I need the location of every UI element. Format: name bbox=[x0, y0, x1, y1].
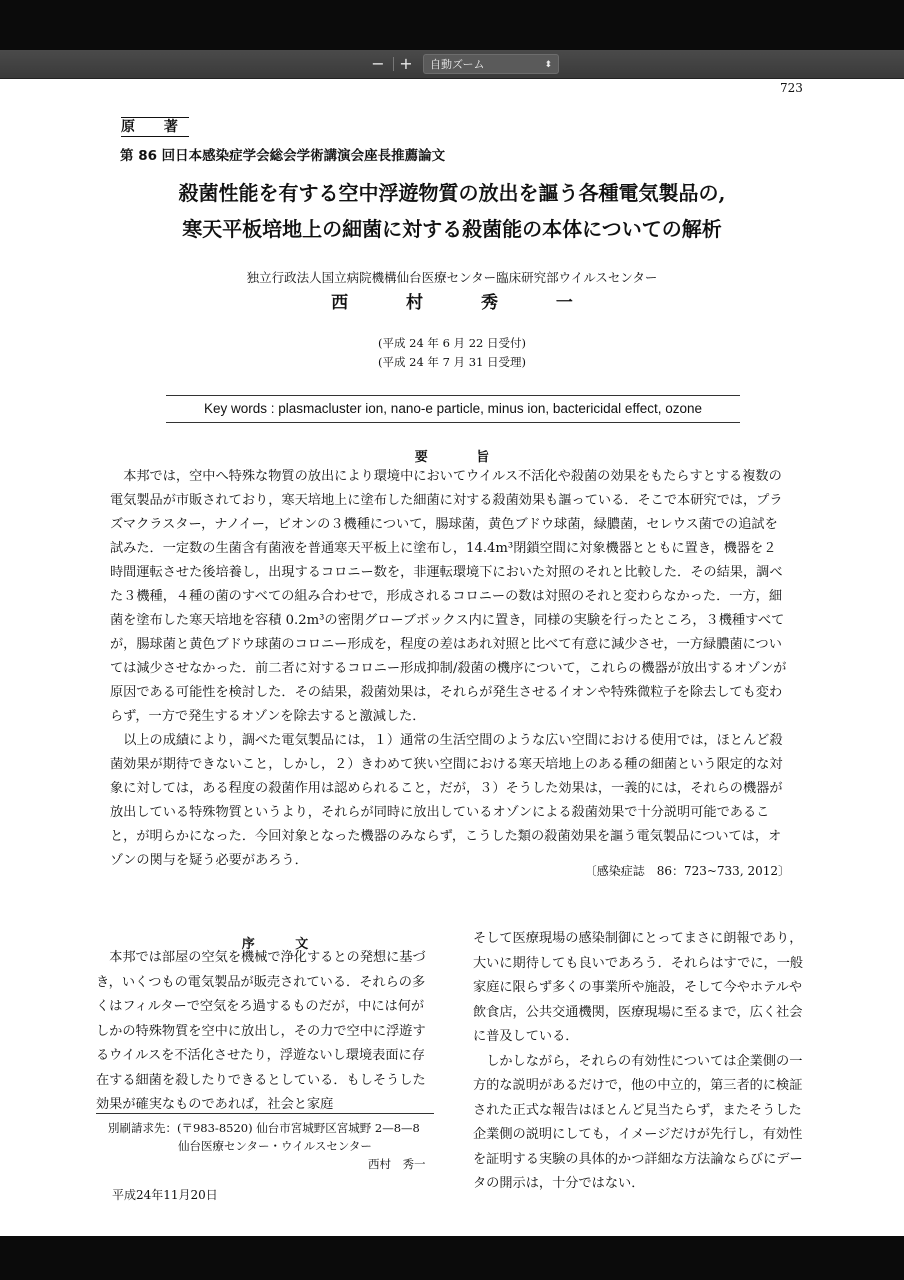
keywords-bottom-rule bbox=[166, 422, 740, 423]
intro-paragraph-1-cont: そして医療現場の感染制御にとってまさに朗報であり，大いに期待しても良いであろう．それらはすでに，一般家庭に限らず多くの事業所や施設，そして今やホテルや飲食店，公共交通機関，医療現場に至るまで，広く社会に普及している． bbox=[473, 931, 804, 1044]
author-name: 西 村 秀 一 bbox=[331, 293, 599, 313]
keywords-top-rule bbox=[166, 395, 740, 396]
footer-date: 平成24年11月20日 bbox=[112, 1188, 218, 1202]
abstract-paragraph-1: 本邦では，空中へ特殊な物質の放出により環境中においてウイルス不活化や殺菌の効果をもたらすとする複数の電気製品が市販されており，寒天培地上に塗布した細菌に対する殺菌効果も謳っている．そこで本研究では，プラズマクラスター，ナノイー，ビオンの３機種について，腸球菌，黄色ブドウ球菌，緑膿菌，セレウス菌での追試を試みた．一定数の生菌含有菌液を普通寒天平板上に塗布し，14.4m³閉鎖空間に対象機器とともに置き，機器を２時間運転させた後培養し，出現するコロニー数を，非運転環境下においた対照のそれと比較した．その結果，調べた３機種，４種の菌のすべての組み合わせで，形成されるコロニーの数は対照のそれと変わらなかった．一方，細菌を塗布した寒天培地を容積 0.2m³の密閉グローブボックス内に置き，同様の実験を行ったところ，３機種すべてが，腸球菌と黄色ブドウ球菌のコロニー形成を，程度の差はあれ対照と比べて有意に減少させ，一方緑膿菌については減少させなかった．前二者に対するコロニー形成抑制/殺菌の機序について，これらの機器が放出するオゾンが原因である可能性を検討した．その結果，殺菌効果は，それらが発生させるイオンや特殊微粒子を除去しても変わらず，一方で発生するオゾンを除去すると激減した． bbox=[110, 469, 787, 724]
award-note: 第 86 回日本感染症学会総会学術講演会座長推薦論文 bbox=[120, 148, 446, 164]
zoom-out-button[interactable]: − bbox=[371, 54, 385, 73]
abstract-paragraph-2: 以上の成績により，調べた電気製品には，１）通常の生活空間のような広い空間における使用では，ほとんど殺菌効果が期待できないこと，しかし，２）きわめて狭い空間における寒天培地上のある種の細菌という限定的な対象に対しては，ある程度の殺菌作用は認められること，だが，３）そうした効果は，一義的には，それらの機器が放出している特殊物質というより，それらが同時に放出しているオゾンによる殺菌効果で十分説明可能であること，が明らかになった．今回対象となった機器のみならず，こうした類の殺菌効果を謳う電気製品については，オゾンの関与を疑う必要があろう． bbox=[110, 733, 783, 868]
zoom-in-button[interactable]: + bbox=[399, 54, 413, 73]
abstract-body bbox=[110, 465, 788, 873]
intro-paragraph-1: 本邦では部屋の空気を機械で浄化するとの発想に基づき，いくつもの電気製品が販売されている．それらの多くはフィルターで空気をろ過するものだが，中には何がしかの特殊物質を空中に放出し，その力で空中に浮遊するウイルスを不活化させたり，浮遊ないし環境表面に存在する細菌を殺したりできるとしている．もしそうした効果が確実なものであれば，社会と家庭 bbox=[96, 950, 426, 1112]
viewer-top-frame bbox=[0, 0, 904, 50]
toolbar-divider bbox=[393, 57, 394, 71]
citation: 〔感染症誌 86：723~733, 2012〕 bbox=[584, 864, 790, 878]
article-genre: 原 著 bbox=[121, 119, 190, 135]
intro-left-column bbox=[96, 946, 434, 1118]
page-number: 723 bbox=[780, 81, 803, 95]
reprint-institution: 仙台医療センター・ウイルスセンター bbox=[178, 1139, 372, 1153]
intro-paragraph-2: しかしながら，それらの有効性については企業側の一方的な説明があるだけで，他の中立的，第三者的に検証された正式な報告はほとんど見当たらず，またそうした企業側の説明にしても，イメージだけが先行し，有効性を証明する実験の具体的かつ詳細な方法論ならびにデータの開示は，十分ではない． bbox=[473, 1053, 803, 1191]
zoom-select-label: 自動ズーム bbox=[430, 58, 485, 71]
reprint-name: 西村 秀一 bbox=[368, 1157, 426, 1171]
intro-heading: 序 文 bbox=[241, 937, 327, 952]
chevron-updown-icon: ⬍ bbox=[544, 60, 552, 70]
intro-right-column bbox=[473, 927, 814, 1197]
title-line-1: 殺菌性能を有する空中浮遊物質の放出を謳う各種電気製品の, bbox=[178, 181, 726, 205]
viewer-bottom-frame bbox=[0, 1236, 904, 1280]
viewer-toolbar bbox=[0, 50, 904, 79]
reprint-address: 別刷請求先：(〒983-8520) 仙台市宮城野区宮城野 2—8—8 bbox=[108, 1121, 420, 1135]
keywords: Key words : plasmacluster ion, nano-e particle, minus ion, bactericidal effect, ozone bbox=[203, 401, 702, 416]
abstract-heading: 要 旨 bbox=[414, 450, 512, 465]
pdf-page bbox=[0, 79, 904, 1236]
affiliation: 独立行政法人国立病院機構仙台医療センター臨床研究部ウイルスセンター bbox=[246, 270, 658, 285]
footnote-rule bbox=[96, 1113, 434, 1114]
zoom-select[interactable] bbox=[423, 54, 559, 74]
title-line-2: 寒天平板培地上の細菌に対する殺菌能の本体についての解析 bbox=[182, 217, 722, 241]
accepted-date: (平成 24 年 7 月 31 日受理) bbox=[378, 355, 526, 369]
received-date: (平成 24 年 6 月 22 日受付) bbox=[378, 336, 526, 350]
